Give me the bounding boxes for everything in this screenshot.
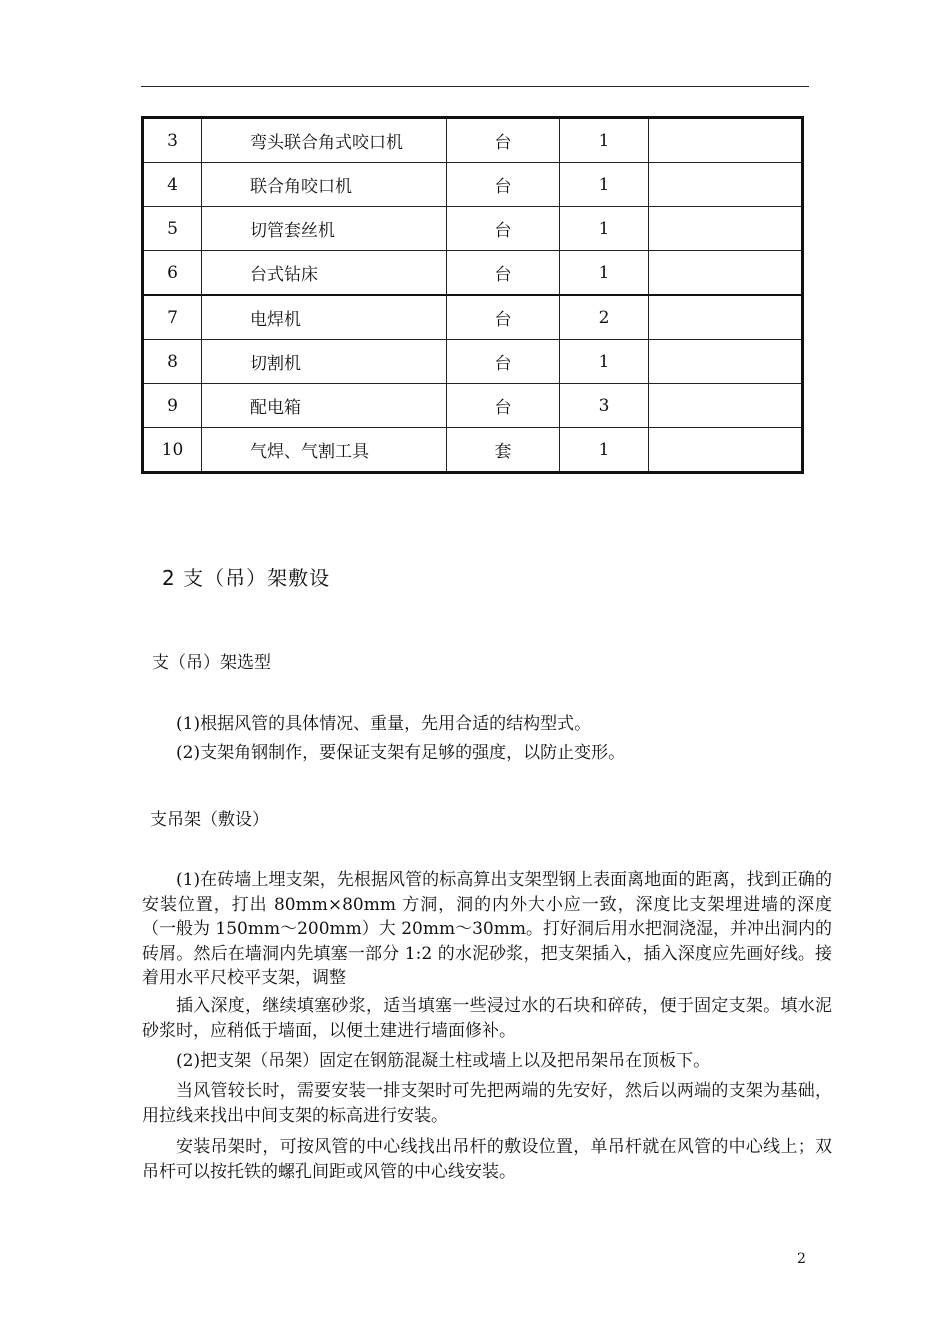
table-row xyxy=(143,207,803,251)
unit: 台 xyxy=(447,295,560,340)
paragraph: (2)把支架（吊架）固定在钢筋混凝土柱或墙上以及把吊架吊在顶板下。 xyxy=(176,1051,711,1071)
unit: 台 xyxy=(447,251,560,296)
table-row xyxy=(143,428,803,473)
equipment-name: 气焊、气割工具 xyxy=(202,428,447,473)
equipment-name: 联合角咬口机 xyxy=(202,163,447,207)
paragraph: 插入深度，继续填塞砂浆，适当填塞一些浸过水的石块和碎砖，便于固定支架。填水泥砂浆时，应稍低于墙面，以便土建进行墙面修补。 xyxy=(142,996,832,1041)
subheading-selection: 支（吊）架选型 xyxy=(152,653,271,673)
equipment-name: 电焊机 xyxy=(202,295,447,340)
quantity: 1 xyxy=(560,251,649,296)
equipment-name: 切管套丝机 xyxy=(202,207,447,251)
unit: 台 xyxy=(447,207,560,251)
note xyxy=(649,384,803,428)
note xyxy=(649,428,803,473)
page-number: 2 xyxy=(797,1251,806,1267)
paragraph: (2)支架角钢制作，要保证支架有足够的强度，以防止变形。 xyxy=(176,743,626,763)
quantity: 1 xyxy=(560,428,649,473)
unit: 台 xyxy=(447,340,560,384)
equipment-name: 弯头联合角式咬口机 xyxy=(202,118,447,163)
paragraph: (1)根据风管的具体情况、重量，先用合适的结构型式。 xyxy=(176,714,592,734)
table-row xyxy=(143,118,803,163)
row-number: 6 xyxy=(143,251,202,296)
unit: 套 xyxy=(447,428,560,473)
table-row xyxy=(143,251,803,296)
quantity: 1 xyxy=(560,207,649,251)
note xyxy=(649,118,803,163)
equipment-table xyxy=(141,116,804,474)
unit: 台 xyxy=(447,384,560,428)
row-number: 7 xyxy=(143,295,202,340)
equipment-name: 台式钻床 xyxy=(202,251,447,296)
quantity: 2 xyxy=(560,295,649,340)
table-row xyxy=(143,295,803,340)
row-number: 4 xyxy=(143,163,202,207)
section-heading: 2 支（吊）架敷设 xyxy=(162,566,331,590)
paragraph: 当风管较长时，需要安装一排支架时可先把两端的先安好，然后以两端的支架为基础，用拉线来找出中间支架的标高进行安装。 xyxy=(142,1081,832,1126)
row-number: 8 xyxy=(143,340,202,384)
unit: 台 xyxy=(447,118,560,163)
paragraph: 安装吊架时，可按风管的中心线找出吊杆的敷设位置，单吊杆就在风管的中心线上；双吊杆可以按托铁的螺孔间距或风管的中心线安装。 xyxy=(142,1137,832,1182)
table-row xyxy=(143,340,803,384)
quantity: 1 xyxy=(560,340,649,384)
paragraph: (1)在砖墙上埋支架，先根据风管的标高算出支架型钢上表面离地面的距离，找到正确的安装位置，打出 80mm×80mm 方洞，洞的内外大小应一致，深度比支架埋进墙的深度（一般为 150mm～200mm）大 20mm～30mm。打好洞后用水把洞浇湿，并冲出洞内的砖屑。然后在墙洞内先填塞一部分 1:2 的水泥砂浆，把支架插入，插入深度应先画好线。接着用水平尺校平支架，调整 xyxy=(142,870,832,988)
quantity: 3 xyxy=(560,384,649,428)
subheading-installation: 支吊架（敷设） xyxy=(150,810,269,830)
row-number: 9 xyxy=(143,384,202,428)
equipment-name: 配电箱 xyxy=(202,384,447,428)
note xyxy=(649,251,803,296)
note xyxy=(649,295,803,340)
row-number: 5 xyxy=(143,207,202,251)
note xyxy=(649,207,803,251)
header-rule xyxy=(141,86,809,87)
note xyxy=(649,340,803,384)
row-number: 10 xyxy=(143,428,202,473)
row-number: 3 xyxy=(143,118,202,163)
equipment-name: 切割机 xyxy=(202,340,447,384)
unit: 台 xyxy=(447,163,560,207)
table-row xyxy=(143,384,803,428)
table-row xyxy=(143,163,803,207)
quantity: 1 xyxy=(560,118,649,163)
quantity: 1 xyxy=(560,163,649,207)
note xyxy=(649,163,803,207)
